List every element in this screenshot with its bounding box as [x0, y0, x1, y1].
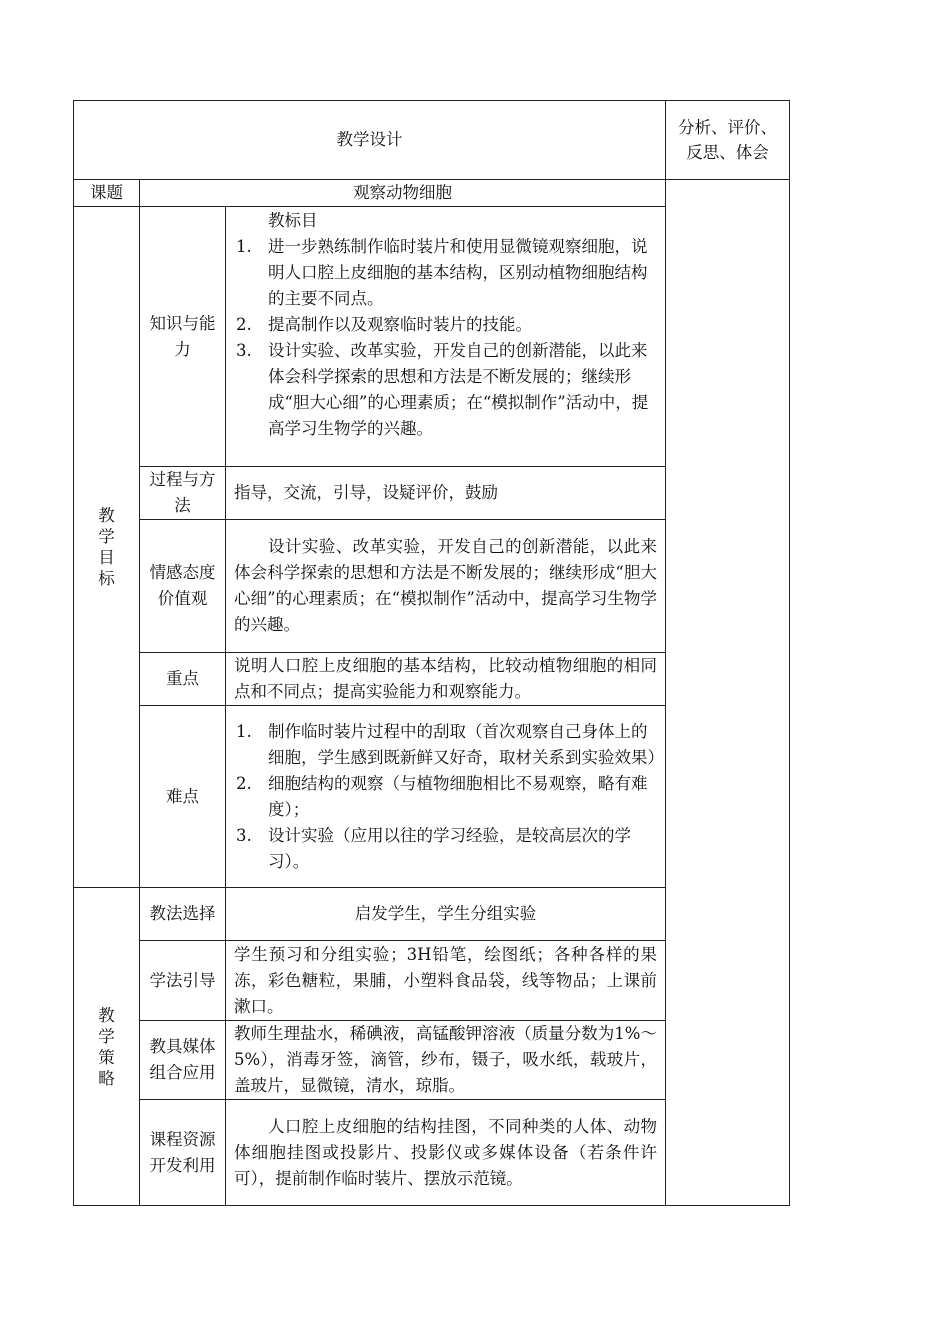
process-label: 过程与方法 [140, 467, 226, 520]
knowledge-label: 知识与能力 [140, 207, 226, 467]
topic-row [74, 180, 790, 207]
header-row [74, 101, 790, 180]
emotion-content: 设计实验、改革实验，开发自己的创新潜能，以此来体会科学探索的思想和方法是不断发展的；继续形成“胆大心细”的心理素质；在“模拟制作”活动中，提高学习生物学的兴趣。 [226, 520, 666, 653]
difficulty-list [234, 719, 664, 875]
table-title: 教学设计 [74, 101, 666, 180]
emotion-label: 情感态度价值观 [140, 520, 226, 653]
knowledge-heading: 教标目 [268, 211, 318, 230]
difficulty-content [226, 706, 666, 888]
list-item: 2. 提高制作以及观察临时装片的技能。 [236, 315, 532, 334]
list-item: 1. 进一步熟练制作临时装片和使用显微镜观察细胞，说明人口腔上皮细胞的基本结构，区别动植物细胞结构的主要不同点。 [236, 237, 648, 308]
key-point-label: 重点 [140, 653, 226, 706]
topic-value: 观察动物细胞 [140, 180, 666, 207]
lesson-plan-table [73, 100, 790, 1206]
resources-label: 课程资源开发利用 [140, 1100, 226, 1206]
list-item: 1. 制作临时装片过程中的刮取（首次观察自己身体上的细胞，学生感到既新鲜又好奇，取材关系到实验效果） [236, 721, 664, 767]
media-content: 教师生理盐水，稀碘液，高锰酸钾溶液（质量分数为1%～5%），消毒牙签，滴管，纱布，镊子，吸水纸，载玻片，盖玻片，显微镜，清水，琼脂。 [226, 1021, 666, 1100]
method-label: 教法选择 [140, 888, 226, 941]
reflection-cell [666, 180, 790, 1206]
media-label: 教具媒体组合应用 [140, 1021, 226, 1100]
key-point-content: 说明人口腔上皮细胞的基本结构，比较动植物细胞的相同点和不同点；提高实验能力和观察能力。 [226, 653, 666, 706]
strategy-group-label: 教学策略 [74, 888, 140, 1206]
method-content: 启发学生，学生分组实验 [226, 888, 666, 941]
list-item: 3. 设计实验（应用以往的学习经验，是较高层次的学习）。 [236, 825, 631, 871]
learning-content: 学生预习和分组实验；3H铅笔，绘图纸；各种各样的果冻，彩色糖粒，果脯，小塑料食品袋，线等物品；上课前漱口。 [226, 941, 666, 1021]
objectives-group-label: 教学目标 [74, 207, 140, 888]
process-content: 指导，交流，引导，设疑评价，鼓励 [226, 467, 666, 520]
learning-label: 学法引导 [140, 941, 226, 1021]
difficulty-label: 难点 [140, 706, 226, 888]
list-item: 3. 设计实验、改革实验，开发自己的创新潜能，以此来体会科学探索的思想和方法是不断发展的；继续形成“胆大心细”的心理素质；在“模拟制作”活动中，提高学习生物学的兴趣。 [236, 341, 649, 438]
list-item: 2. 细胞结构的观察（与植物细胞相比不易观察，略有难度）； [236, 773, 648, 819]
topic-label: 课题 [74, 180, 140, 207]
reflection-column-title: 分析、评价、反思、体会 [666, 101, 790, 180]
knowledge-content [226, 207, 666, 467]
resources-content: 人口腔上皮细胞的结构挂图，不同种类的人体、动物体细胞挂图或投影片、投影仪或多媒体设备（若条件许可），提前制作临时装片、摆放示范镜。 [226, 1100, 666, 1206]
knowledge-list [234, 234, 657, 442]
